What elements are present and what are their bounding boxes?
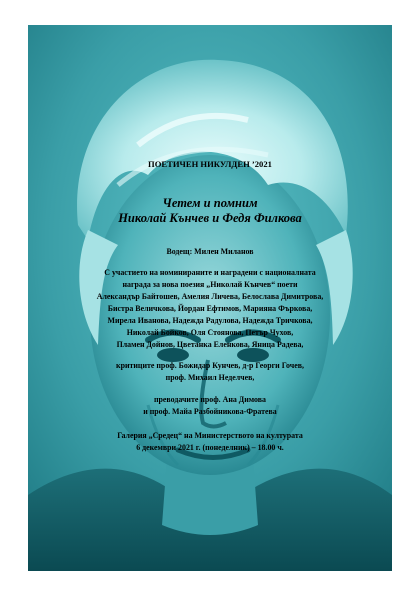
venue-line: Галерия „Средец“ на Министерството на културата xyxy=(117,431,303,440)
participants-line: Николай Бойков, Оля Стоянова, Петър Чухов, xyxy=(126,328,294,337)
subtitle-line-2: Николай Кънчев и Федя Филкова xyxy=(118,211,302,225)
critics-line: проф. Михаил Неделчев, xyxy=(165,373,255,382)
participants-line: награда за нова поезия „Николай Кънчев“ поети xyxy=(122,280,298,289)
participants-line: Александър Байтошев, Амелия Личева, Белослава Димитрова, xyxy=(96,292,324,301)
poster xyxy=(28,25,392,571)
event-title: ПОЕТИЧЕН НИКУЛДЕН ’2021 xyxy=(148,159,272,169)
critics-line: критиците проф. Божидар Кунчев, д-р Георги Гочев, xyxy=(116,361,304,370)
participants-line: Пламен Дойнов, Цветанка Еленкова, Яница Радева, xyxy=(116,340,304,349)
invitation-text xyxy=(28,25,392,571)
translators-line: и проф. Майа Разбойникова-Фратева xyxy=(143,407,277,416)
participants-line: С участието на номинираните и наградени с националната xyxy=(104,268,316,277)
host-line: Водещ: Милен Миланов xyxy=(166,247,254,256)
venue-date-line: 6 декември 2021 г. (понеделник) – 18.00 ч. xyxy=(136,443,284,452)
participants-line: Бистра Величкова, Йордан Ефтимов, Марияна Фъркова, xyxy=(107,304,313,313)
subtitle-line-1: Четем и помним xyxy=(162,196,258,210)
translators-line: преводачите проф. Ана Димова xyxy=(154,395,266,404)
participants-line: Мирела Иванова, Надежда Радулова, Надежда Тричкова, xyxy=(107,316,313,325)
